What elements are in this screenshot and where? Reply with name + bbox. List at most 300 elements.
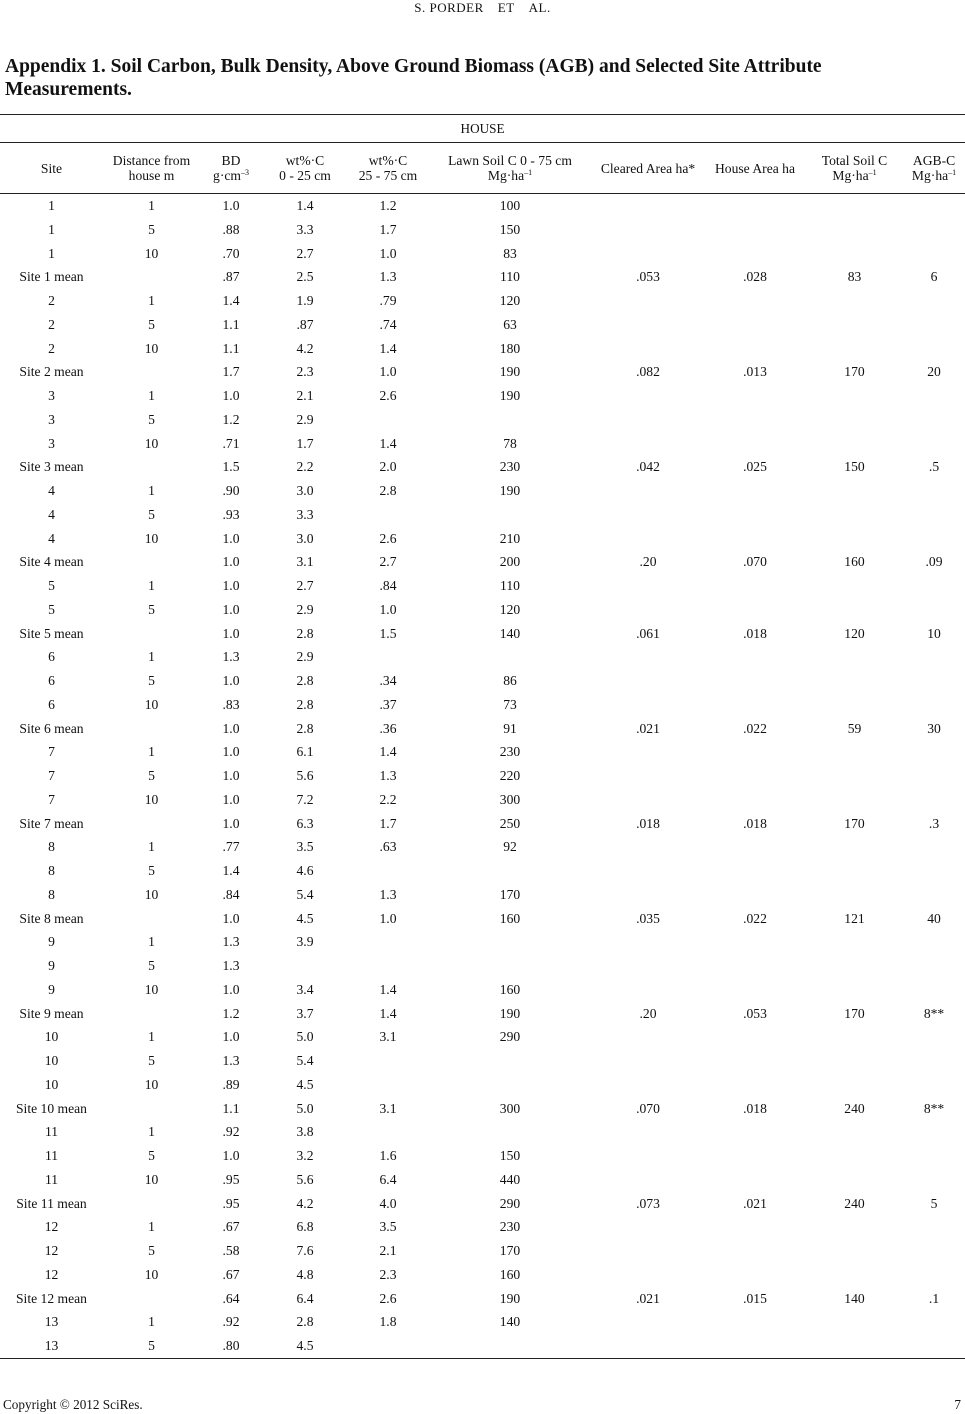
- table-cell: .95: [222, 1171, 240, 1187]
- table-cell: [903, 527, 965, 551]
- table-cell: 1: [148, 293, 155, 308]
- table-cell: 4.0: [379, 1195, 397, 1211]
- table-cell: Site 7 mean: [19, 815, 84, 831]
- table-row: [0, 1263, 965, 1287]
- table-cell: 120: [499, 601, 521, 617]
- table-cell: 9: [48, 981, 55, 997]
- table-cell: [103, 1097, 200, 1121]
- table-cell: .022: [743, 910, 767, 926]
- table-cell: .015: [743, 1290, 767, 1306]
- table-cell: 92: [503, 839, 517, 855]
- table-cell: .34: [379, 673, 397, 688]
- table-row: [0, 289, 965, 313]
- table-cell: .93: [222, 506, 240, 522]
- table-cell: .58: [222, 1243, 240, 1258]
- table-cell: 91: [503, 720, 517, 736]
- table-cell: 8**: [923, 1005, 945, 1021]
- table-cell: [103, 812, 200, 836]
- table-row: [0, 313, 965, 337]
- table-cell: 240: [844, 1100, 865, 1116]
- table-cell: 110: [500, 578, 520, 593]
- table-row: [0, 954, 965, 978]
- table-cell: [704, 764, 806, 788]
- table-cell: 4.2: [296, 340, 314, 356]
- table-cell: [592, 1120, 704, 1144]
- column-header-line1: House Area ha: [714, 160, 796, 176]
- table-cell: [103, 455, 200, 479]
- table-cell: [704, 1263, 806, 1287]
- column-header-unit-exponent: –3: [240, 168, 249, 177]
- table-cell: .021: [636, 720, 660, 736]
- table-cell: [348, 859, 428, 883]
- table-row: [0, 812, 965, 836]
- table-cell: .92: [222, 1314, 240, 1330]
- table-cell: 2.8: [296, 625, 314, 641]
- table-cell: [903, 930, 965, 954]
- table-cell: [704, 1049, 806, 1073]
- table-cell: [592, 764, 704, 788]
- table-cell: 1.3: [222, 1053, 240, 1068]
- table-cell: 10: [144, 1076, 159, 1092]
- table-cell: [903, 503, 965, 527]
- table-cell: 140: [844, 1290, 865, 1306]
- table-cell: 1.4: [379, 981, 397, 997]
- column-header-unit-exponent: –1: [868, 168, 877, 177]
- table-cell: [806, 337, 903, 361]
- table-cell: .018: [743, 815, 767, 831]
- table-cell: Site 2 mean: [19, 364, 84, 380]
- table-cell: [592, 598, 704, 622]
- table-cell: .018: [743, 1100, 767, 1116]
- table-cell: [806, 1239, 903, 1263]
- table-row: [0, 1049, 965, 1073]
- table-cell: 63: [503, 316, 517, 332]
- table-cell: 1.4: [379, 744, 397, 760]
- table-cell: [704, 859, 806, 883]
- table-cell: [903, 645, 965, 669]
- table-cell: 5.6: [296, 768, 314, 783]
- table-cell: 83: [847, 269, 862, 285]
- table-cell: 1: [48, 221, 55, 237]
- table-cell: 4.5: [262, 1334, 348, 1358]
- table-cell: [103, 907, 200, 931]
- table-cell: 1.0: [222, 981, 240, 997]
- table-cell: [592, 1025, 704, 1049]
- table-cell: 1: [148, 578, 155, 593]
- table-cell: 1.0: [222, 791, 240, 807]
- table-cell: 1.2: [379, 198, 397, 213]
- table-cell: 5: [48, 601, 55, 617]
- table-cell: [704, 527, 806, 551]
- table-cell: .63: [379, 839, 397, 855]
- table-cell: 4.5: [296, 910, 314, 926]
- table-cell: 3.5: [379, 1219, 397, 1235]
- table-cell: .37: [379, 696, 397, 712]
- table-cell: 3.0: [296, 483, 314, 498]
- table-cell: [103, 1192, 200, 1216]
- table-cell: 160: [844, 554, 865, 570]
- table-cell: .67: [222, 1266, 240, 1282]
- table-cell: 1.0: [222, 768, 240, 783]
- column-header: [903, 143, 965, 194]
- table-cell: .070: [743, 554, 767, 570]
- table-row: [0, 835, 965, 859]
- table-cell: [903, 1025, 965, 1049]
- table-row: [0, 1002, 965, 1026]
- table-cell: [903, 1168, 965, 1192]
- table-cell: 4.5: [296, 1076, 314, 1092]
- table-cell: 1.0: [379, 364, 397, 380]
- table-cell: [592, 384, 704, 408]
- table-cell: 1.5: [379, 625, 397, 641]
- table-cell: 1.0: [222, 554, 240, 570]
- table-cell: 190: [499, 1005, 521, 1021]
- table-cell: .028: [743, 269, 767, 285]
- table-cell: .082: [636, 364, 660, 380]
- table-cell: .87: [296, 316, 314, 332]
- table-row: [0, 360, 965, 384]
- table-cell: .92: [222, 1124, 240, 1140]
- table-cell: [592, 1263, 704, 1287]
- table-cell: 12: [44, 1219, 59, 1235]
- table-cell: 190: [499, 483, 521, 498]
- table-cell: [806, 930, 903, 954]
- table-cell: 230: [499, 1219, 521, 1235]
- table-cell: [806, 669, 903, 693]
- table-cell: [592, 835, 704, 859]
- table-cell: 9: [48, 958, 55, 973]
- table-cell: Site 11 mean: [16, 1195, 87, 1211]
- table-cell: 1.1: [222, 340, 240, 356]
- table-cell: 200: [499, 554, 521, 570]
- table-cell: .89: [222, 1076, 240, 1092]
- table-cell: [592, 930, 704, 954]
- table-cell: [903, 693, 965, 717]
- column-header-line1: Cleared Area ha*: [600, 160, 696, 176]
- table-cell: [704, 574, 806, 598]
- table-cell: 8: [48, 863, 55, 878]
- table-cell: 2.9: [296, 649, 314, 665]
- table-cell: 6.4: [296, 1290, 314, 1306]
- table-cell: 7: [48, 744, 55, 760]
- table-row: [0, 764, 965, 788]
- table-cell: [704, 669, 806, 693]
- table-cell: [704, 1025, 806, 1049]
- table-cell: 8: [48, 886, 55, 902]
- table-row: [0, 669, 965, 693]
- table-cell: 300: [499, 1100, 521, 1116]
- table-cell: 86: [503, 673, 517, 688]
- table-cell: [592, 1144, 704, 1168]
- table-cell: 7.2: [296, 791, 314, 807]
- table-cell: 2.7: [379, 554, 397, 570]
- table-cell: 5.0: [296, 1029, 314, 1045]
- table-cell: [428, 503, 592, 527]
- table-cell: 10: [144, 435, 159, 451]
- table-cell: Site 10 mean: [16, 1100, 87, 1116]
- table-cell: [592, 859, 704, 883]
- table-row: [0, 408, 965, 432]
- table-cell: [806, 1215, 903, 1239]
- table-cell: 3.1: [379, 1100, 397, 1116]
- table-cell: 8**: [923, 1100, 945, 1116]
- table-cell: [348, 1073, 428, 1097]
- table-cell: [806, 1073, 903, 1097]
- table-cell: [903, 337, 965, 361]
- table-row: [0, 907, 965, 931]
- table-cell: 2.8: [296, 696, 314, 712]
- table-cell: [806, 479, 903, 503]
- table-cell: 1: [148, 1314, 155, 1330]
- table-cell: 220: [499, 768, 521, 783]
- table-cell: [806, 1049, 903, 1073]
- table-cell: 2.1: [296, 388, 314, 403]
- table-cell: [704, 289, 806, 313]
- table-row: [0, 527, 965, 551]
- table-cell: 4.2: [296, 1195, 314, 1211]
- table-cell: .88: [222, 221, 240, 237]
- table-cell: 1.0: [222, 625, 240, 641]
- table-cell: .80: [200, 1334, 262, 1358]
- table-cell: 73: [503, 696, 517, 712]
- table-cell: [903, 1073, 965, 1097]
- table-cell: .79: [379, 293, 397, 308]
- table-cell: [806, 835, 903, 859]
- table-cell: [592, 337, 704, 361]
- column-header: [806, 143, 903, 194]
- table-cell: 2.9: [296, 601, 314, 617]
- table-cell: [592, 313, 704, 337]
- table-cell: [592, 432, 704, 456]
- table-cell: 1.0: [222, 815, 240, 831]
- table-cell: 4: [48, 530, 55, 546]
- table-cell: 1.0: [379, 245, 397, 261]
- table-cell: 3.4: [296, 981, 314, 997]
- table-cell: 83: [503, 245, 517, 261]
- table-cell: .36: [379, 720, 397, 736]
- table-cell: .013: [743, 364, 767, 380]
- table-cell: [428, 1073, 592, 1097]
- table-cell: [806, 764, 903, 788]
- table-cell: 1.1: [222, 316, 240, 332]
- table-cell: [592, 1049, 704, 1073]
- table-cell: 290: [499, 1195, 521, 1211]
- table-cell: 1.3: [379, 886, 397, 902]
- table-cell: 1.3: [222, 958, 240, 973]
- table-row: [0, 503, 965, 527]
- table-cell: [704, 218, 806, 242]
- table-cell: [806, 740, 903, 764]
- table-cell: 210: [499, 530, 521, 546]
- table-cell: [704, 194, 806, 218]
- running-head-al: AL.: [528, 0, 551, 15]
- table-cell: 4.8: [296, 1266, 314, 1282]
- table-cell: [592, 1215, 704, 1239]
- table-cell: [806, 527, 903, 551]
- running-head-et: ET: [497, 0, 515, 15]
- table-cell: .1: [928, 1290, 940, 1306]
- table-row: [0, 859, 965, 883]
- table-cell: 1.3: [222, 649, 240, 665]
- table-cell: 110: [500, 269, 520, 285]
- column-header: [0, 143, 103, 194]
- table-cell: [704, 978, 806, 1002]
- table-cell: 1.0: [222, 1148, 240, 1163]
- table-cell: [806, 194, 903, 218]
- table-cell: [428, 859, 592, 883]
- table-cell: 3.7: [296, 1005, 314, 1021]
- table-cell: 5.0: [296, 1100, 314, 1116]
- table-cell: 3.0: [296, 530, 314, 546]
- table-cell: 7.6: [296, 1243, 314, 1258]
- table-cell: 4: [48, 483, 55, 498]
- column-header-line2: 0 - 25 cm: [279, 168, 331, 183]
- table-cell: 3.3: [296, 221, 314, 237]
- table-cell: [592, 1239, 704, 1263]
- table-cell: [704, 313, 806, 337]
- table-cell: 3.1: [379, 1029, 397, 1045]
- table-cell: 5.4: [296, 886, 314, 902]
- table-cell: [704, 693, 806, 717]
- table-row: [0, 1310, 965, 1334]
- table-cell: 2.3: [379, 1266, 397, 1282]
- table-row: [0, 717, 965, 741]
- table-cell: [428, 930, 592, 954]
- table-cell: [704, 432, 806, 456]
- table-row: [0, 1239, 965, 1263]
- table-row: [0, 1097, 965, 1121]
- table-cell: [592, 1310, 704, 1334]
- column-header-line1: Site: [40, 160, 63, 176]
- table-cell: [704, 1334, 806, 1358]
- table-cell: [348, 1049, 428, 1073]
- table-cell: [704, 337, 806, 361]
- table-cell: Site 6 mean: [19, 720, 84, 736]
- table-cell: [428, 1334, 592, 1358]
- table-cell: [592, 527, 704, 551]
- table-cell: 180: [499, 340, 521, 356]
- table-cell: Site 4 mean: [19, 554, 84, 570]
- table-cell: 290: [499, 1029, 521, 1045]
- table-cell: 3.8: [296, 1124, 314, 1140]
- table-row: [0, 218, 965, 242]
- table-cell: [806, 598, 903, 622]
- table-cell: 3.3: [296, 506, 314, 522]
- table-row: [0, 598, 965, 622]
- table-cell: [704, 1215, 806, 1239]
- table-cell: 10: [144, 981, 159, 997]
- table-cell: [903, 1334, 965, 1358]
- table-cell: 1: [148, 1219, 155, 1235]
- column-header-line1: Distance from: [112, 153, 191, 168]
- table-cell: 1.0: [222, 673, 240, 688]
- table-cell: [806, 1263, 903, 1287]
- table-cell: .87: [222, 269, 240, 285]
- table-cell: 10: [144, 791, 159, 807]
- table-cell: 121: [844, 910, 865, 926]
- table-cell: 1.0: [379, 601, 397, 617]
- table-cell: 10: [144, 530, 159, 546]
- table-cell: 5: [148, 1053, 155, 1068]
- table-cell: [806, 432, 903, 456]
- table-cell: 160: [499, 910, 521, 926]
- table-cell: [903, 1215, 965, 1239]
- table-row: [0, 1192, 965, 1216]
- table-cell: 10: [144, 340, 159, 356]
- table-cell: [592, 1334, 704, 1358]
- table-cell: 2.2: [296, 459, 314, 475]
- table-cell: 1.8: [379, 1314, 397, 1330]
- table-cell: 2.1: [379, 1243, 397, 1258]
- table-cell: [806, 1144, 903, 1168]
- column-header: [348, 143, 428, 194]
- table-cell: 10: [144, 886, 159, 902]
- table-row: [0, 1287, 965, 1311]
- page-number: 7: [954, 1397, 961, 1412]
- table-cell: 140: [499, 1314, 521, 1330]
- table-cell: [592, 883, 704, 907]
- table-cell: 3: [48, 411, 55, 427]
- table-cell: [592, 788, 704, 812]
- table-cell: 1.4: [296, 198, 314, 213]
- table-cell: 13: [0, 1334, 103, 1358]
- table-cell: 1: [148, 388, 155, 403]
- table-cell: [704, 1310, 806, 1334]
- table-cell: 10: [144, 245, 159, 261]
- table-cell: [348, 408, 428, 432]
- table-cell: 300: [499, 791, 521, 807]
- table-cell: [704, 740, 806, 764]
- table-cell: [704, 835, 806, 859]
- table-cell: 5: [148, 506, 155, 522]
- table-cell: 6: [48, 696, 55, 712]
- table-cell: .64: [222, 1290, 240, 1306]
- table-cell: [103, 1287, 200, 1311]
- table-cell: 190: [499, 388, 521, 403]
- table-cell: Site 8 mean: [19, 910, 84, 926]
- table-cell: 170: [499, 1243, 521, 1258]
- column-header-line1: BD: [221, 153, 241, 168]
- column-header-line1: wt%·C: [368, 153, 408, 168]
- table-cell: [704, 645, 806, 669]
- table-cell: [348, 1120, 428, 1144]
- table-row: [0, 740, 965, 764]
- table-cell: 1.0: [379, 910, 397, 926]
- table-row: [0, 265, 965, 289]
- table-row: [0, 242, 965, 266]
- table-cell: 1.4: [379, 340, 397, 356]
- table-cell: [592, 574, 704, 598]
- table-cell: 1.3: [222, 934, 240, 950]
- table-cell: [903, 788, 965, 812]
- table-cell: 3.9: [296, 934, 314, 950]
- table-cell: [103, 622, 200, 646]
- table-cell: 1.4: [379, 435, 397, 451]
- table-cell: 190: [499, 1290, 521, 1306]
- table-cell: 1: [148, 198, 155, 213]
- table-cell: .022: [743, 720, 767, 736]
- table-cell: .053: [743, 1005, 767, 1021]
- table-cell: [592, 693, 704, 717]
- table-cell: 1.0: [222, 198, 240, 213]
- table-cell: Site 9 mean: [19, 1005, 84, 1021]
- table-cell: [903, 978, 965, 1002]
- table-cell: [903, 835, 965, 859]
- table-cell: .5: [928, 459, 940, 475]
- table-cell: 11: [44, 1148, 59, 1163]
- column-header-line1: wt%·C: [285, 153, 325, 168]
- column-header: [592, 143, 704, 194]
